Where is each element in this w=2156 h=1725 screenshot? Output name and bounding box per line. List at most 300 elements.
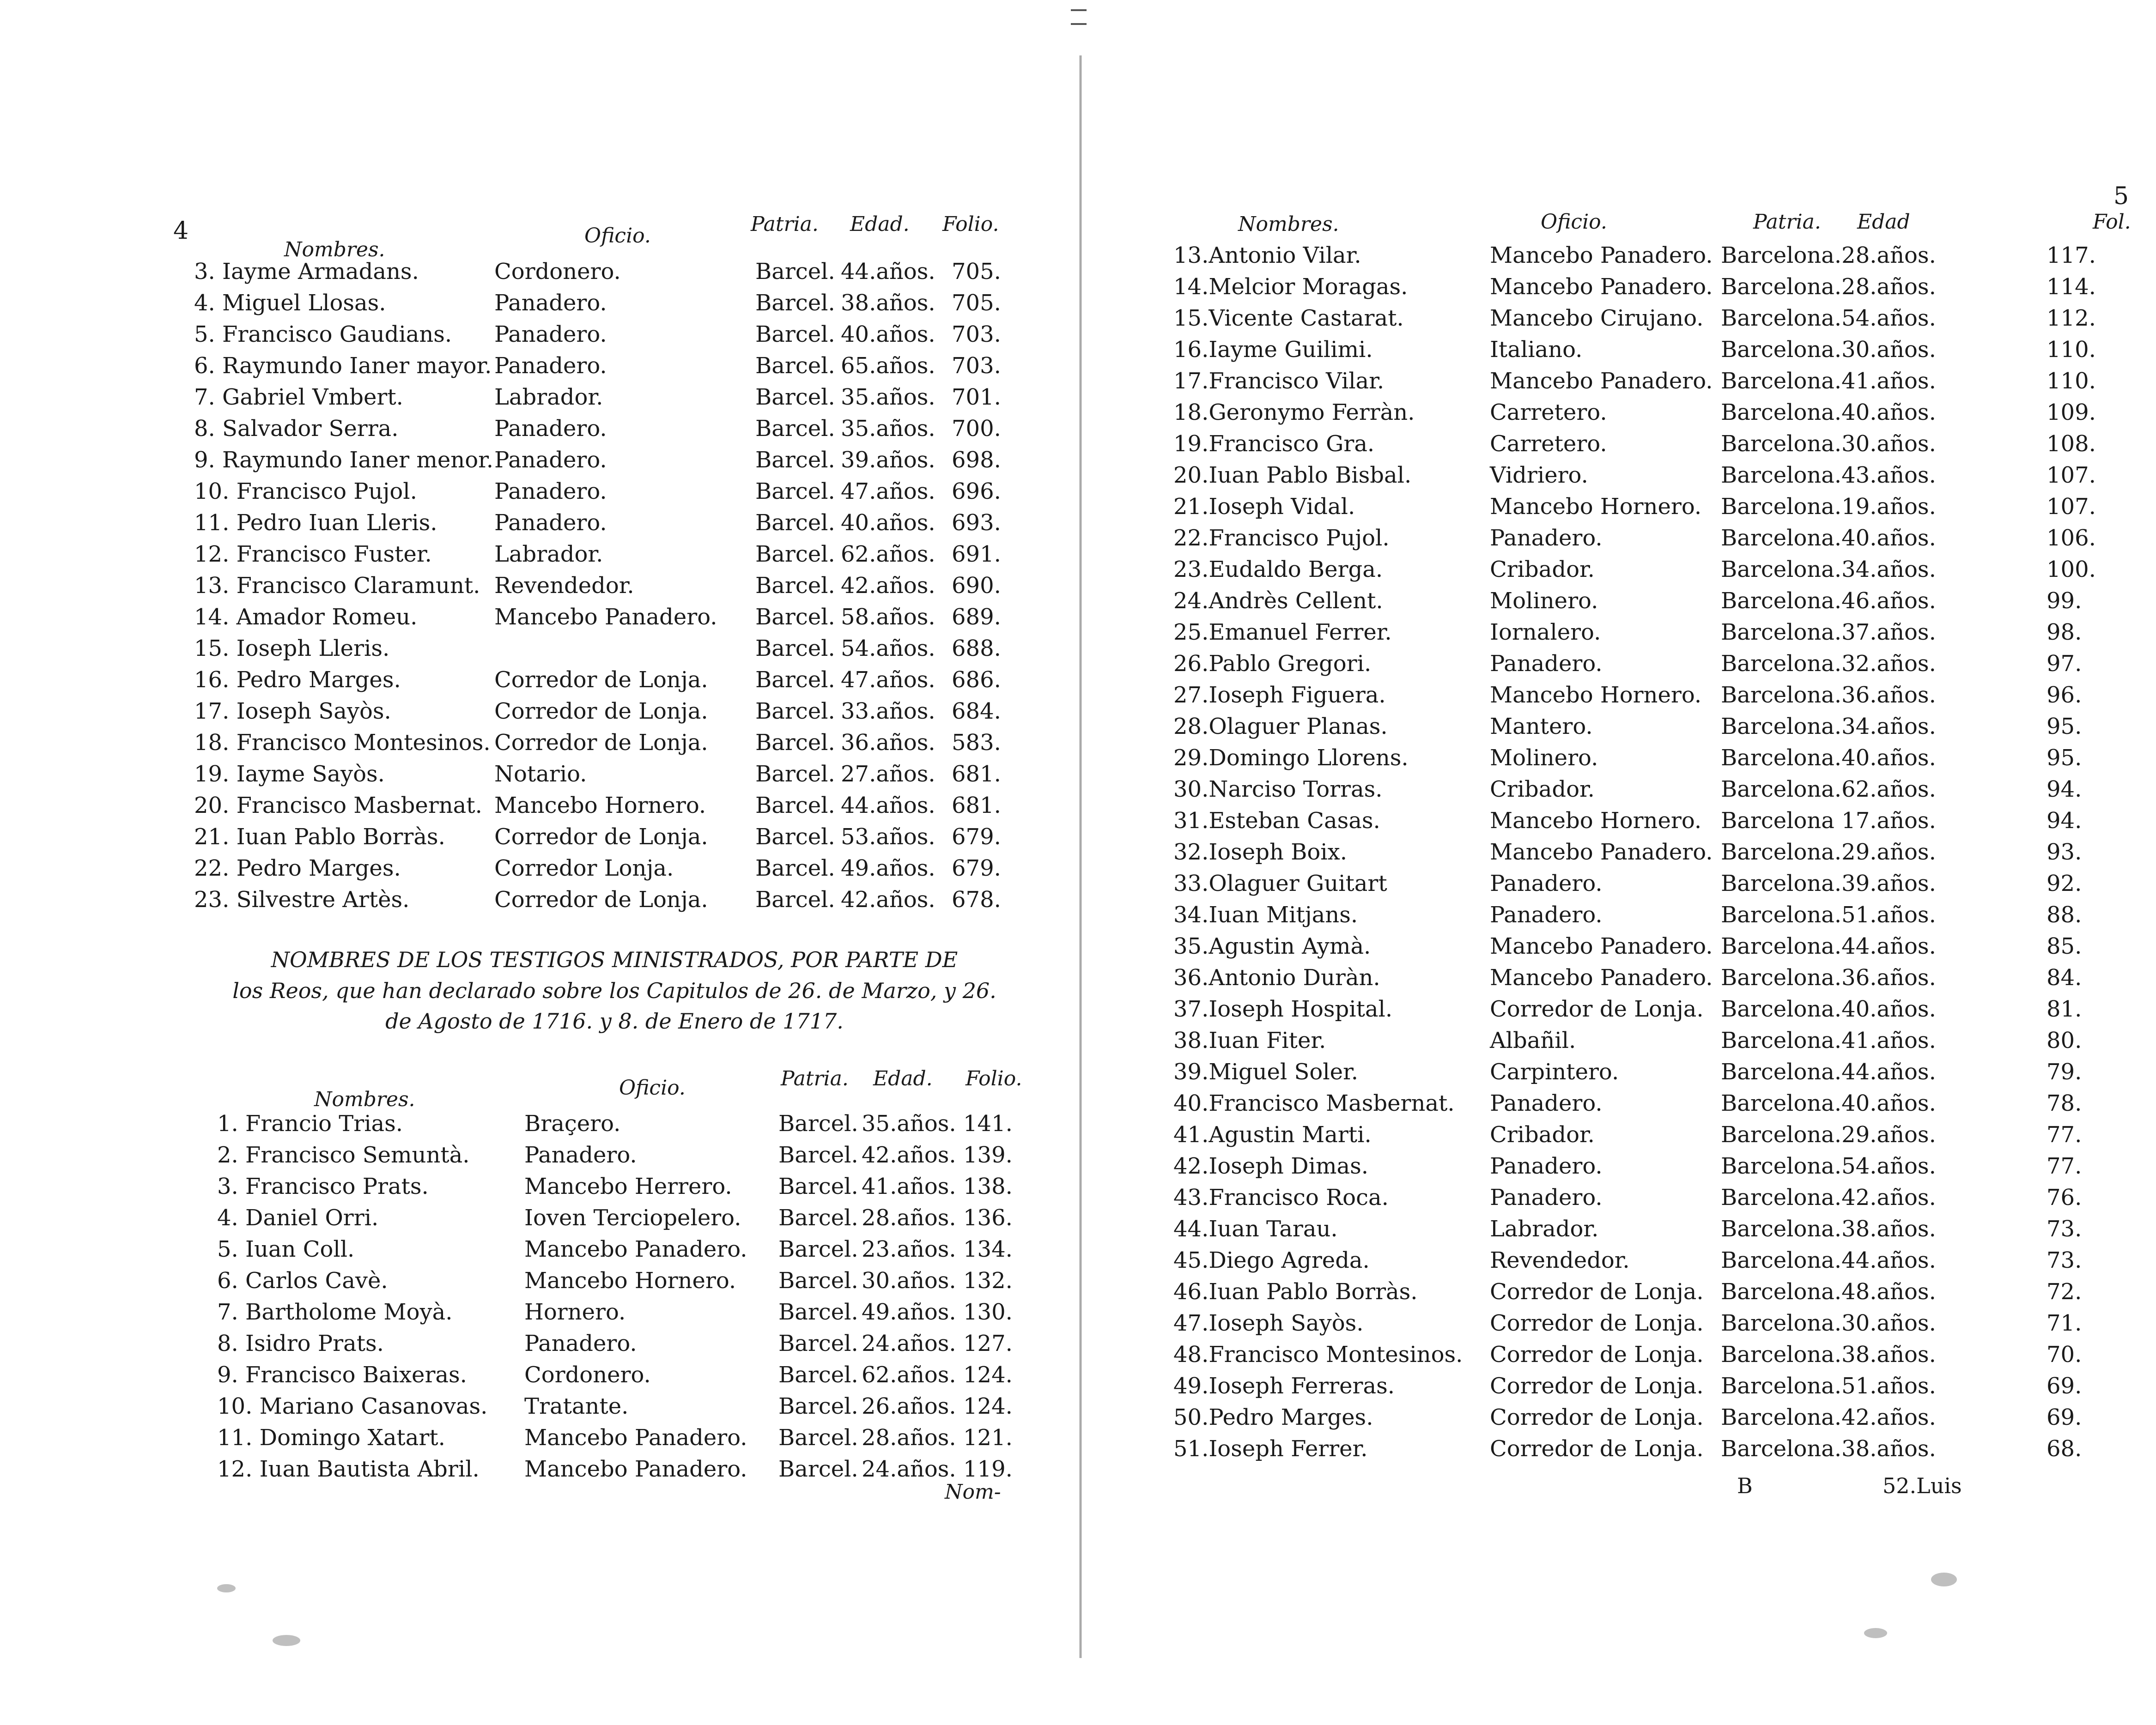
witness-office: Vidriero.: [1490, 462, 1588, 488]
witness-office: Panadero.: [494, 447, 607, 473]
witness-name: 11. Pedro Iuan Lleris.: [194, 510, 437, 536]
witness-age: 42.años.: [862, 1142, 956, 1168]
witness-folio: 96.: [2047, 682, 2082, 708]
witness-age: 62.años.: [862, 1362, 956, 1388]
witness-folio: 679.: [952, 824, 1001, 850]
table-row: [1173, 714, 2153, 745]
witness-age: 24.años.: [862, 1331, 956, 1356]
witness-name: 43.Francisco Roca.: [1173, 1185, 1389, 1211]
witness-place-age: Barcelona.39.años.: [1721, 871, 1936, 896]
witness-folio: 684.: [952, 698, 1001, 724]
witness-folio: 76.: [2047, 1185, 2082, 1211]
witness-office: Iornalero.: [1490, 619, 1601, 645]
witness-name: 5. Iuan Coll.: [217, 1236, 355, 1262]
witness-folio: 94.: [2047, 776, 2082, 802]
witness-name: 22.Francisco Pujol.: [1173, 525, 1390, 551]
witness-name: 17.Francisco Vilar.: [1173, 368, 1385, 394]
ink-smudge: [273, 1635, 300, 1646]
witness-name: 31.Esteban Casas.: [1173, 808, 1380, 834]
witness-name: 50.Pedro Marges.: [1173, 1404, 1373, 1430]
table-row: [1173, 1216, 2153, 1247]
table-row: [217, 1425, 1049, 1456]
table-row: [1173, 651, 2153, 682]
witness-folio: 69.: [2047, 1373, 2082, 1399]
witness-place-age: Barcelona.34.años.: [1721, 557, 1936, 582]
witness-office: Panadero.: [494, 290, 607, 316]
witness-name: 47.Ioseph Sayòs.: [1173, 1310, 1364, 1336]
table-row: [194, 447, 1026, 478]
witness-place-age: Barcelona.41.años.: [1721, 368, 1936, 394]
witness-office: Corredor de Lonja.: [1490, 1279, 1704, 1305]
header-edad: Edad.: [850, 212, 910, 236]
witness-office: Corredor de Lonja.: [494, 667, 708, 693]
witness-office: Mancebo Panadero.: [494, 604, 717, 630]
witness-age: 30.años.: [862, 1268, 956, 1294]
table-row: [194, 793, 1026, 824]
witness-patria: Barcel.: [755, 667, 835, 693]
witness-patria: Barcel.: [755, 604, 835, 630]
witness-name: 13. Francisco Claramunt.: [194, 573, 480, 599]
witness-office: Corredor de Lonja.: [1490, 1310, 1704, 1336]
witness-folio: 703.: [952, 353, 1001, 379]
book-gutter: [1079, 55, 1082, 1658]
witness-name: 8. Isidro Prats.: [217, 1331, 384, 1356]
witness-office: Cribador.: [1490, 557, 1595, 582]
witness-name: 38.Iuan Fiter.: [1173, 1028, 1326, 1053]
witness-folio: 73.: [2047, 1247, 2082, 1273]
witness-office: Labrador.: [494, 541, 603, 567]
table-row: [1173, 1059, 2153, 1090]
witness-folio: 92.: [2047, 871, 2082, 896]
witness-age: 35.años.: [862, 1111, 956, 1137]
witness-place-age: Barcelona.62.años.: [1721, 776, 1936, 802]
witness-age: 58.años.: [841, 604, 935, 630]
table-row: [217, 1111, 1049, 1142]
witness-age: 47.años.: [841, 667, 935, 693]
header-folio: Fol.: [2093, 210, 2131, 234]
witness-folio: 93.: [2047, 839, 2082, 865]
witness-folio: 705.: [952, 259, 1001, 284]
witness-place-age: Barcelona.28.años.: [1721, 274, 1936, 300]
witness-name: 3. Francisco Prats.: [217, 1174, 429, 1199]
witness-place-age: Barcelona.38.años.: [1721, 1216, 1936, 1242]
witness-name: 42.Ioseph Dimas.: [1173, 1153, 1368, 1179]
table-row: [1173, 808, 2153, 839]
witness-folio: 117.: [2047, 242, 2096, 268]
witness-name: 35.Agustin Aymà.: [1173, 933, 1371, 959]
witness-patria: Barcel.: [755, 761, 835, 787]
ink-smudge: [1931, 1573, 1957, 1586]
witness-place-age: Barcelona.30.años.: [1721, 431, 1936, 457]
table-row: [1173, 1153, 2153, 1185]
witness-place-age: Barcelona.51.años.: [1721, 902, 1936, 928]
header-office: Oficio.: [584, 224, 651, 248]
witness-patria: Barcel.: [778, 1142, 858, 1168]
witness-age: 23.años.: [862, 1236, 956, 1262]
witness-name: 7. Bartholome Moyà.: [217, 1299, 453, 1325]
witness-folio: 690.: [952, 573, 1001, 599]
witness-age: 42.años.: [841, 573, 935, 599]
table-row: [1173, 525, 2153, 557]
witness-name: 9. Francisco Baixeras.: [217, 1362, 467, 1388]
witness-office: Panadero.: [524, 1331, 637, 1356]
table-row: [194, 259, 1026, 290]
witness-folio: 696.: [952, 478, 1001, 504]
witness-patria: Barcel.: [755, 698, 835, 724]
witness-place-age: Barcelona.46.años.: [1721, 588, 1936, 614]
witness-office: Notario.: [494, 761, 587, 787]
witness-office: Mancebo Hornero.: [1490, 808, 1702, 834]
witness-office: Corredor de Lonja.: [494, 824, 708, 850]
table-row: [217, 1142, 1049, 1174]
witness-place-age: Barcelona.32.años.: [1721, 651, 1936, 677]
witness-name: 29.Domingo Llorens.: [1173, 745, 1409, 771]
witness-office: Corredor de Lonja.: [494, 730, 708, 756]
witness-age: 35.años.: [841, 384, 935, 410]
witness-folio: 95.: [2047, 714, 2082, 739]
table-row: [1173, 305, 2153, 337]
witness-name: 4. Daniel Orri.: [217, 1205, 379, 1231]
table-row: [1173, 1310, 2153, 1342]
witness-office: Cordonero.: [524, 1362, 651, 1388]
witness-folio: 134.: [963, 1236, 1013, 1262]
witness-folio: 141.: [963, 1111, 1013, 1137]
header-name: Nombres.: [314, 1088, 415, 1111]
witness-patria: Barcel.: [778, 1205, 858, 1231]
witness-name: 23.Eudaldo Berga.: [1173, 557, 1383, 582]
table-row: [194, 698, 1026, 730]
witness-office: Cribador.: [1490, 1122, 1595, 1148]
table-row: [1173, 368, 2153, 399]
witness-office: Italiano.: [1490, 337, 1583, 363]
table-row: [1173, 588, 2153, 619]
witness-patria: Barcel.: [778, 1393, 858, 1419]
witness-office: Corredor de Lonja.: [1490, 1404, 1704, 1430]
witness-folio: 700.: [952, 416, 1001, 442]
table-row: [1173, 682, 2153, 714]
witness-place-age: Barcelona.40.años.: [1721, 745, 1936, 771]
table-row: [217, 1456, 1049, 1488]
witness-office: Panadero.: [494, 510, 607, 536]
witness-office: Molinero.: [1490, 745, 1598, 771]
witness-office: Panadero.: [494, 416, 607, 442]
table-row: [194, 290, 1026, 321]
witness-age: 49.años.: [862, 1299, 956, 1325]
witness-age: 41.años.: [862, 1174, 956, 1199]
witness-name: 10. Francisco Pujol.: [194, 478, 417, 504]
header-office: Oficio.: [1541, 210, 1607, 234]
witness-patria: Barcel.: [755, 290, 835, 316]
witness-age: 24.años.: [862, 1456, 956, 1482]
witness-folio: 681.: [952, 761, 1001, 787]
witness-office: Carretero.: [1490, 431, 1607, 457]
witness-name: 14.Melcior Moragas.: [1173, 274, 1408, 300]
header-patria: Patria.: [1753, 210, 1821, 234]
witness-office: Mancebo Panadero.: [1490, 368, 1713, 394]
witness-office: Mancebo Cirujano.: [1490, 305, 1704, 331]
witness-folio: 77.: [2047, 1122, 2082, 1148]
table-row: [1173, 776, 2153, 808]
table-row: [1173, 337, 2153, 368]
header-edad: Edad: [1857, 210, 1910, 234]
witness-folio: 80.: [2047, 1028, 2082, 1053]
witness-age: 49.años.: [841, 855, 935, 881]
witness-age: 28.años.: [862, 1205, 956, 1231]
header-office: Oficio.: [619, 1076, 686, 1100]
table-row: [217, 1205, 1049, 1236]
witness-name: 5. Francisco Gaudians.: [194, 321, 452, 347]
witness-age: 62.años.: [841, 541, 935, 567]
witness-office: Corredor de Lonja.: [1490, 1342, 1704, 1368]
witness-folio: 583.: [952, 730, 1001, 756]
table-row: [194, 730, 1026, 761]
witness-folio: 678.: [952, 887, 1001, 913]
witness-folio: 138.: [963, 1174, 1013, 1199]
witness-office: Mantero.: [1490, 714, 1593, 739]
witness-name: 14. Amador Romeu.: [194, 604, 418, 630]
table-row: [1173, 1404, 2153, 1436]
witness-folio: 114.: [2047, 274, 2096, 300]
header-patria: Patria.: [781, 1067, 849, 1090]
witness-office: Hornero.: [524, 1299, 626, 1325]
witness-name: 12. Francisco Fuster.: [194, 541, 432, 567]
witness-patria: Barcel.: [778, 1111, 858, 1137]
witness-office: Mancebo Panadero.: [1490, 274, 1713, 300]
witness-age: 33.años.: [841, 698, 935, 724]
section-title: [203, 944, 1026, 1037]
table-row: [194, 510, 1026, 541]
witness-place-age: Barcelona.30.años.: [1721, 337, 1936, 363]
table-row: [1173, 1090, 2153, 1122]
table-row: [194, 855, 1026, 887]
witness-name: 20.Iuan Pablo Bisbal.: [1173, 462, 1412, 488]
header-folio: Folio.: [942, 212, 999, 236]
witness-folio: 95.: [2047, 745, 2082, 771]
table-row: [1173, 902, 2153, 933]
witness-place-age: Barcelona.44.años.: [1721, 1059, 1936, 1085]
witness-office: Mancebo Hornero.: [1490, 682, 1702, 708]
section-title-line: NOMBRES DE LOS TESTIGOS MINISTRADOS, POR PARTE DE: [271, 947, 958, 972]
table-row: [1173, 745, 2153, 776]
witness-folio: 69.: [2047, 1404, 2082, 1430]
table-row: [194, 573, 1026, 604]
witness-patria: Barcel.: [755, 510, 835, 536]
left-page: [0, 0, 1076, 1725]
witness-age: 53.años.: [841, 824, 935, 850]
witness-age: 36.años.: [841, 730, 935, 756]
table-row: [194, 478, 1026, 510]
witness-office: Mancebo Panadero.: [524, 1236, 747, 1262]
table-row: [1173, 462, 2153, 494]
witness-office: Carpintero.: [1490, 1059, 1619, 1085]
witness-name: 2. Francisco Semuntà.: [217, 1142, 470, 1168]
witness-folio: 109.: [2047, 399, 2096, 425]
witness-age: 35.años.: [841, 416, 935, 442]
witness-age: 42.años.: [841, 887, 935, 913]
witness-place-age: Barcelona.40.años.: [1721, 1090, 1936, 1116]
table-row: [194, 667, 1026, 698]
witness-patria: Barcel.: [755, 447, 835, 473]
witness-name: 18.Geronymo Ferràn.: [1173, 399, 1415, 425]
witness-office: Panadero.: [1490, 1153, 1603, 1179]
witness-table: [194, 259, 1026, 918]
witness-name: 22. Pedro Marges.: [194, 855, 401, 881]
witness-place-age: Barcelona.29.años.: [1721, 1122, 1936, 1148]
table-row: [194, 761, 1026, 793]
witness-age: 54.años.: [841, 636, 935, 661]
table-row: [1173, 1247, 2153, 1279]
witness-name: 44.Iuan Tarau.: [1173, 1216, 1338, 1242]
witness-patria: Barcel.: [778, 1331, 858, 1356]
witness-folio: 127.: [963, 1331, 1013, 1356]
witness-place-age: Barcelona.40.años.: [1721, 399, 1936, 425]
witness-office: Panadero.: [1490, 902, 1603, 928]
witness-folio: 73.: [2047, 1216, 2082, 1242]
witness-folio: 124.: [963, 1393, 1013, 1419]
witness-name: 18. Francisco Montesinos.: [194, 730, 491, 756]
witness-patria: Barcel.: [778, 1174, 858, 1199]
witness-place-age: Barcelona.42.años.: [1721, 1404, 1936, 1430]
witness-name: 36.Antonio Duràn.: [1173, 965, 1380, 991]
witness-name: 32.Ioseph Boix.: [1173, 839, 1347, 865]
witness-folio: 98.: [2047, 619, 2082, 645]
witness-folio: 79.: [2047, 1059, 2082, 1085]
witness-office: Corredor de Lonja.: [1490, 996, 1704, 1022]
right-page: [1083, 0, 2156, 1725]
witness-name: 4. Miguel Llosas.: [194, 290, 386, 316]
witness-folio: 85.: [2047, 933, 2082, 959]
witness-age: 28.años.: [862, 1425, 956, 1451]
table-row: [1173, 274, 2153, 305]
witness-patria: Barcel.: [755, 793, 835, 818]
witness-name: 23. Silvestre Artès.: [194, 887, 410, 913]
witness-name: 15.Vicente Castarat.: [1173, 305, 1404, 331]
witness-age: 40.años.: [841, 510, 935, 536]
witness-patria: Barcel.: [778, 1236, 858, 1262]
witness-office: Cordonero.: [494, 259, 621, 284]
witness-place-age: Barcelona.54.años.: [1721, 1153, 1936, 1179]
witness-patria: Barcel.: [755, 353, 835, 379]
table-row: [194, 887, 1026, 918]
table-row: [1173, 965, 2153, 996]
witness-name: 6. Carlos Cavè.: [217, 1268, 388, 1294]
witness-age: 44.años.: [841, 259, 935, 284]
witness-name: 30.Narciso Torras.: [1173, 776, 1383, 802]
witness-name: 45.Diego Agreda.: [1173, 1247, 1370, 1273]
witness-folio: 107.: [2047, 462, 2096, 488]
witness-place-age: Barcelona.48.años.: [1721, 1279, 1936, 1305]
witness-name: 6. Raymundo Ianer mayor.: [194, 353, 492, 379]
witness-office: Labrador.: [494, 384, 603, 410]
witness-name: 10. Mariano Casanovas.: [217, 1393, 488, 1419]
witness-office: Panadero.: [494, 478, 607, 504]
witness-office: Panadero.: [1490, 525, 1603, 551]
witness-name: 19.Francisco Gra.: [1173, 431, 1375, 457]
table-row: [1173, 619, 2153, 651]
witness-place-age: Barcelona.44.años.: [1721, 1247, 1936, 1273]
witness-office: Panadero.: [1490, 1090, 1603, 1116]
witness-name: 26.Pablo Gregori.: [1173, 651, 1372, 677]
witness-folio: 81.: [2047, 996, 2082, 1022]
table-row: [1173, 1436, 2153, 1467]
table-row: [194, 353, 1026, 384]
table-row: [217, 1393, 1049, 1425]
witness-patria: Barcel.: [778, 1268, 858, 1294]
witness-name: 3. Iayme Armadans.: [194, 259, 419, 284]
witness-office: Mancebo Panadero.: [1490, 933, 1713, 959]
witness-folio: 679.: [952, 855, 1001, 881]
signature-mark: B: [1737, 1473, 1753, 1498]
witness-name: 7. Gabriel Vmbert.: [194, 384, 403, 410]
table-row: [1173, 1373, 2153, 1404]
witness-office: Panadero.: [494, 353, 607, 379]
catchword: Nom-: [945, 1480, 1001, 1504]
witness-office: Corredor de Lonja.: [494, 887, 708, 913]
witness-place-age: Barcelona.37.años.: [1721, 619, 1936, 645]
witness-place-age: Barcelona.36.años.: [1721, 682, 1936, 708]
witness-place-age: Barcelona.30.años.: [1721, 1310, 1936, 1336]
table-row: [1173, 871, 2153, 902]
witness-office: Tratante.: [524, 1393, 629, 1419]
witness-name: 39.Miguel Soler.: [1173, 1059, 1358, 1085]
witness-folio: 132.: [963, 1268, 1013, 1294]
witness-office: Ioven Terciopelero.: [524, 1205, 741, 1231]
witness-folio: 686.: [952, 667, 1001, 693]
witness-folio: 94.: [2047, 808, 2082, 834]
catchword: 52.Luis: [1883, 1473, 1962, 1498]
witness-folio: 88.: [2047, 902, 2082, 928]
header-name: Nombres.: [284, 238, 385, 261]
table-row: [1173, 557, 2153, 588]
table-row: [194, 416, 1026, 447]
witness-name: 20. Francisco Masbernat.: [194, 793, 482, 818]
witness-name: 9. Raymundo Ianer menor.: [194, 447, 494, 473]
witness-name: 11. Domingo Xatart.: [217, 1425, 445, 1451]
witness-age: 44.años.: [841, 793, 935, 818]
witness-office: Panadero.: [524, 1142, 637, 1168]
witness-office: Corredor de Lonja.: [1490, 1373, 1704, 1399]
table-row: [1173, 1122, 2153, 1153]
header-name: Nombres.: [1238, 212, 1339, 236]
witness-folio: 70.: [2047, 1342, 2082, 1368]
witness-office: Mancebo Hornero.: [524, 1268, 736, 1294]
witness-office: Mancebo Panadero.: [1490, 839, 1713, 865]
witness-folio: 688.: [952, 636, 1001, 661]
witness-name: 19. Iayme Sayòs.: [194, 761, 385, 787]
witness-place-age: Barcelona.38.años.: [1721, 1342, 1936, 1368]
witness-folio: 698.: [952, 447, 1001, 473]
witness-folio: 689.: [952, 604, 1001, 630]
witness-folio: 112.: [2047, 305, 2096, 331]
witness-name: 15. Ioseph Lleris.: [194, 636, 390, 661]
witness-office: Corredor de Lonja.: [1490, 1436, 1704, 1462]
witness-office: Mancebo Hornero.: [1490, 494, 1702, 520]
witness-folio: 107.: [2047, 494, 2096, 520]
table-row: [194, 636, 1026, 667]
witness-folio: 78.: [2047, 1090, 2082, 1116]
witness-office: Panadero.: [494, 321, 607, 347]
witness-office: Revendedor.: [1490, 1247, 1630, 1273]
witness-patria: Barcel.: [755, 573, 835, 599]
witness-office: Mancebo Panadero.: [524, 1456, 747, 1482]
witness-patria: Barcel.: [778, 1362, 858, 1388]
witness-table: [1173, 242, 2153, 1467]
witness-place-age: Barcelona.28.años.: [1721, 242, 1936, 268]
witness-patria: Barcel.: [755, 855, 835, 881]
witness-name: 12. Iuan Bautista Abril.: [217, 1456, 480, 1482]
witness-place-age: Barcelona.44.años.: [1721, 933, 1936, 959]
witness-place-age: Barcelona.41.años.: [1721, 1028, 1936, 1053]
